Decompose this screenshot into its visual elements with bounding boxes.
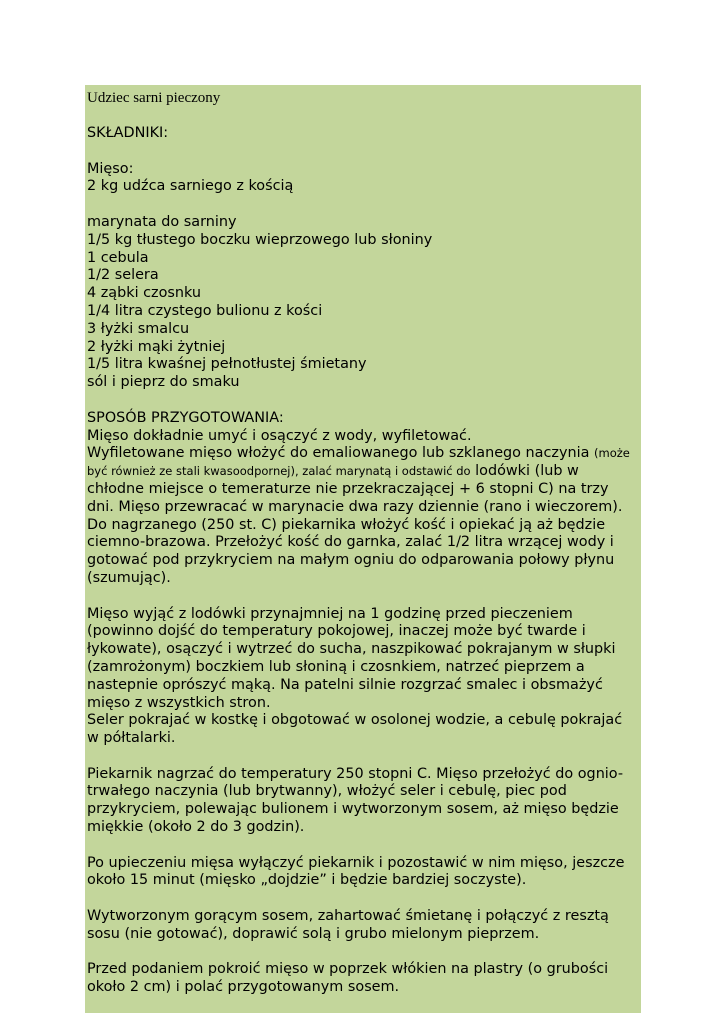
method-line: Mięso wyjąć z lodówki przynajmniej na 1 godzinę przed pieczeniem [87, 605, 573, 622]
method-line: (powinno dojść do temperatury pokojowej, inaczej może być twarde i [87, 623, 586, 640]
spacer [87, 837, 639, 855]
ingredient-line: 2 łyżki mąki żytniej [87, 338, 226, 355]
spacer [87, 890, 639, 908]
method-line: łykowate), osączyć i wytrzeć do sucha, naszpikować pokrajanym w słupki [87, 641, 616, 658]
method-line: gotować pod przykryciem na małym ogniu do odparowania połowy płynu [87, 552, 615, 569]
method-line: w półtalarki. [87, 730, 176, 747]
meat-label: Mięso: [87, 160, 134, 177]
ingredient-line: 3 łyżki smalcu [87, 320, 190, 337]
ingredient-line: 1/5 kg tłustego boczku wieprzowego lub słoniny [87, 231, 433, 248]
spacer [87, 143, 639, 161]
method-line: Do nagrzanego (250 st. C) piekarnika włożyć kość i opiekać ją aż będzie [87, 516, 606, 533]
method-line: Przed podaniem pokroić mięso w poprzek włókien na plastry (o grubości [87, 961, 609, 978]
method-line: Mięso dokładnie umyć i osączyć z wody, wyfiletować. [87, 427, 472, 444]
method-line: (szumując). [87, 569, 171, 586]
method-line [87, 445, 639, 463]
method-text: Wyfiletowane mięso włożyć do emaliowanego lub szklanego naczynia [87, 445, 590, 462]
ingredients-header: SKŁADNIKI: [87, 125, 169, 141]
method-header: SPOSÓB PRZYGOTOWANIA: [87, 409, 284, 426]
method-line: (zamrożonym) boczkiem lub słoniną i czosnkiem, natrzeć pieprzem a [87, 658, 585, 675]
method-line: Po upieczeniu mięsa wyłączyć piekarnik i pozostawić w nim mięso, jeszcze [87, 854, 625, 871]
method-line: chłodne miejsce o temeraturze nie przekraczającej + 6 stopni C) na trzy [87, 480, 609, 497]
ingredient-line: 1/2 selera [87, 267, 159, 284]
spacer [87, 588, 639, 606]
method-line: trwałego naczynia (lub brytwanny), włożyć seler i cebulę, piec pod [87, 783, 567, 800]
method-line: Piekarnik nagrzać do temperatury 250 stopni C. Mięso przełożyć do ognio- [87, 765, 624, 782]
ingredient-line: 1/4 litra czystego bulionu z kości [87, 302, 323, 319]
ingredient-line: 1/5 litra kwaśnej pełnotłustej śmietany [87, 356, 367, 373]
method-line: przykryciem, polewając bulionem i wytworzonym sosem, aż mięso będzie [87, 801, 619, 818]
method-line: Wytworzonym gorącym sosem, zahartować śmietanę i połączyć z resztą [87, 908, 609, 925]
method-line: mięso z wszystkich stron. [87, 694, 271, 711]
ingredient-line: 1 cebula [87, 249, 149, 266]
spacer [87, 392, 639, 410]
method-small-text: (może [594, 446, 630, 461]
method-line: nastepnie oprószyć mąką. Na patelni silnie rozgrzać smalec i obsmażyć [87, 676, 603, 693]
method-line: Seler pokrajać w kostkę i obgotować w osolonej wodzie, a cebulę pokrajać [87, 712, 623, 729]
method-line: miękkie (około 2 do 3 godzin). [87, 819, 305, 836]
recipe-box [85, 85, 641, 1013]
spacer [87, 944, 639, 962]
method-text: lodówki (lub w [475, 463, 579, 480]
method-line: dni. Mięso przewracać w marynacie dwa razy dziennie (rano i wieczorem). [87, 498, 623, 515]
method-line: około 2 cm) i polać przygotowanym sosem. [87, 979, 400, 996]
marinade-label: marynata do sarniny [87, 213, 237, 230]
ingredient-line: sól i pieprz do smaku [87, 374, 240, 391]
method-line: ciemno-brazowa. Przełożyć kość do garnka, zalać 1/2 litra wrzącej wody i [87, 534, 614, 551]
meat-item: 2 kg udźca sarniego z kością [87, 178, 294, 195]
spacer [87, 748, 639, 766]
ingredient-line: 4 ząbki czosnku [87, 285, 202, 302]
method-line: około 15 minut (mięsko „dojdzie” i będzie bardziej soczyste). [87, 872, 527, 889]
method-line [87, 463, 639, 481]
method-small-text: być również ze stali kwasoodpornej), zalać marynatą i odstawić do [87, 464, 471, 479]
method-line: sosu (nie gotować), doprawić solą i grubo mielonym pieprzem. [87, 925, 540, 942]
spacer [87, 196, 639, 214]
recipe-title: Udziec sarni pieczony [87, 90, 221, 106]
